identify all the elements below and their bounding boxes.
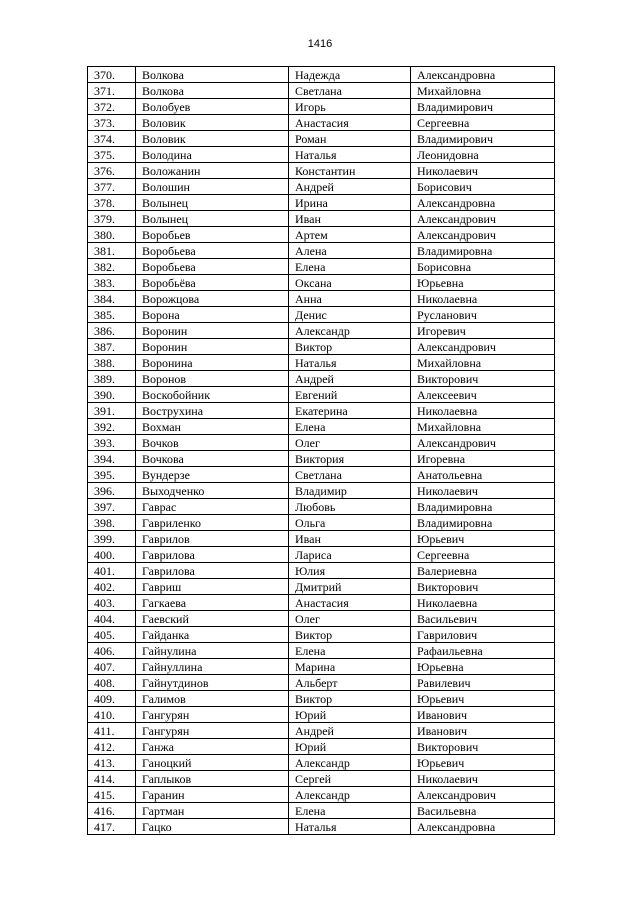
patronymic-cell: Анатольевна bbox=[411, 467, 555, 483]
first-name-cell: Виктор bbox=[289, 691, 411, 707]
first-name-cell: Александр bbox=[289, 755, 411, 771]
row-number: 375. bbox=[88, 147, 136, 163]
table-row bbox=[88, 739, 555, 755]
surname-cell: Воробьева bbox=[136, 243, 289, 259]
row-number: 379. bbox=[88, 211, 136, 227]
patronymic-cell: Владимирович bbox=[411, 131, 555, 147]
row-number: 383. bbox=[88, 275, 136, 291]
first-name-cell: Олег bbox=[289, 435, 411, 451]
patronymic-cell: Гаврилович bbox=[411, 627, 555, 643]
first-name-cell: Денис bbox=[289, 307, 411, 323]
first-name-cell: Елена bbox=[289, 803, 411, 819]
row-number: 402. bbox=[88, 579, 136, 595]
first-name-cell: Светлана bbox=[289, 83, 411, 99]
surname-cell: Воловик bbox=[136, 131, 289, 147]
surname-cell: Ганжа bbox=[136, 739, 289, 755]
surname-cell: Воробьева bbox=[136, 259, 289, 275]
surname-cell: Гайнуллина bbox=[136, 659, 289, 675]
table-row bbox=[88, 195, 555, 211]
surname-cell: Гаранин bbox=[136, 787, 289, 803]
table-row bbox=[88, 419, 555, 435]
table-row bbox=[88, 483, 555, 499]
row-number: 397. bbox=[88, 499, 136, 515]
patronymic-cell: Русланович bbox=[411, 307, 555, 323]
table-row bbox=[88, 563, 555, 579]
surname-cell: Воробьев bbox=[136, 227, 289, 243]
patronymic-cell: Александрович bbox=[411, 435, 555, 451]
patronymic-cell: Александрович bbox=[411, 211, 555, 227]
table-row bbox=[88, 723, 555, 739]
row-number: 401. bbox=[88, 563, 136, 579]
first-name-cell: Олег bbox=[289, 611, 411, 627]
table-row bbox=[88, 515, 555, 531]
patronymic-cell: Александрович bbox=[411, 227, 555, 243]
patronymic-cell: Алексеевич bbox=[411, 387, 555, 403]
table-row bbox=[88, 819, 555, 835]
table-row bbox=[88, 243, 555, 259]
first-name-cell: Ольга bbox=[289, 515, 411, 531]
row-number: 370. bbox=[88, 67, 136, 83]
patronymic-cell: Валериевна bbox=[411, 563, 555, 579]
row-number: 417. bbox=[88, 819, 136, 835]
patronymic-cell: Юрьевна bbox=[411, 659, 555, 675]
table-row bbox=[88, 275, 555, 291]
first-name-cell: Анастасия bbox=[289, 595, 411, 611]
surname-cell: Вундерзе bbox=[136, 467, 289, 483]
table-row bbox=[88, 307, 555, 323]
surname-cell: Воробьёва bbox=[136, 275, 289, 291]
surname-cell: Воронина bbox=[136, 355, 289, 371]
row-number: 395. bbox=[88, 467, 136, 483]
first-name-cell: Евгений bbox=[289, 387, 411, 403]
first-name-cell: Александр bbox=[289, 323, 411, 339]
table-row bbox=[88, 387, 555, 403]
row-number: 386. bbox=[88, 323, 136, 339]
first-name-cell: Виктор bbox=[289, 339, 411, 355]
patronymic-cell: Николаевич bbox=[411, 483, 555, 499]
row-number: 396. bbox=[88, 483, 136, 499]
row-number: 387. bbox=[88, 339, 136, 355]
first-name-cell: Анастасия bbox=[289, 115, 411, 131]
patronymic-cell: Александрович bbox=[411, 339, 555, 355]
table-row bbox=[88, 579, 555, 595]
surname-cell: Волобуев bbox=[136, 99, 289, 115]
table-row bbox=[88, 611, 555, 627]
row-number: 410. bbox=[88, 707, 136, 723]
name-registry-table bbox=[87, 66, 555, 835]
patronymic-cell: Сергеевна bbox=[411, 115, 555, 131]
surname-cell: Гаврилова bbox=[136, 563, 289, 579]
first-name-cell: Екатерина bbox=[289, 403, 411, 419]
surname-cell: Волынец bbox=[136, 211, 289, 227]
table-row bbox=[88, 131, 555, 147]
first-name-cell: Владимир bbox=[289, 483, 411, 499]
first-name-cell: Виктор bbox=[289, 627, 411, 643]
patronymic-cell: Иванович bbox=[411, 707, 555, 723]
row-number: 415. bbox=[88, 787, 136, 803]
surname-cell: Воложанин bbox=[136, 163, 289, 179]
row-number: 373. bbox=[88, 115, 136, 131]
surname-cell: Воронин bbox=[136, 339, 289, 355]
row-number: 392. bbox=[88, 419, 136, 435]
table-row bbox=[88, 675, 555, 691]
row-number: 388. bbox=[88, 355, 136, 371]
surname-cell: Ворона bbox=[136, 307, 289, 323]
table-row bbox=[88, 163, 555, 179]
table-row bbox=[88, 659, 555, 675]
row-number: 404. bbox=[88, 611, 136, 627]
surname-cell: Гаврас bbox=[136, 499, 289, 515]
surname-cell: Гайнутдинов bbox=[136, 675, 289, 691]
first-name-cell: Елена bbox=[289, 419, 411, 435]
first-name-cell: Оксана bbox=[289, 275, 411, 291]
row-number: 385. bbox=[88, 307, 136, 323]
surname-cell: Гартман bbox=[136, 803, 289, 819]
row-number: 407. bbox=[88, 659, 136, 675]
first-name-cell: Лариса bbox=[289, 547, 411, 563]
patronymic-cell: Васильевич bbox=[411, 611, 555, 627]
first-name-cell: Роман bbox=[289, 131, 411, 147]
table-row bbox=[88, 147, 555, 163]
first-name-cell: Игорь bbox=[289, 99, 411, 115]
patronymic-cell: Викторович bbox=[411, 579, 555, 595]
first-name-cell: Елена bbox=[289, 643, 411, 659]
table-row bbox=[88, 355, 555, 371]
row-number: 403. bbox=[88, 595, 136, 611]
first-name-cell: Анна bbox=[289, 291, 411, 307]
patronymic-cell: Михайловна bbox=[411, 83, 555, 99]
table-row bbox=[88, 99, 555, 115]
table-row bbox=[88, 451, 555, 467]
patronymic-cell: Александровна bbox=[411, 819, 555, 835]
surname-cell: Ганоцкий bbox=[136, 755, 289, 771]
first-name-cell: Юлия bbox=[289, 563, 411, 579]
row-number: 408. bbox=[88, 675, 136, 691]
row-number: 374. bbox=[88, 131, 136, 147]
row-number: 371. bbox=[88, 83, 136, 99]
table-row bbox=[88, 211, 555, 227]
first-name-cell: Марина bbox=[289, 659, 411, 675]
page-number: 1416 bbox=[307, 38, 333, 50]
surname-cell: Воловик bbox=[136, 115, 289, 131]
surname-cell: Гаврилов bbox=[136, 531, 289, 547]
row-number: 406. bbox=[88, 643, 136, 659]
table-row bbox=[88, 291, 555, 307]
first-name-cell: Надежда bbox=[289, 67, 411, 83]
surname-cell: Ворожцова bbox=[136, 291, 289, 307]
row-number: 389. bbox=[88, 371, 136, 387]
table-row bbox=[88, 787, 555, 803]
patronymic-cell: Васильевна bbox=[411, 803, 555, 819]
table-row bbox=[88, 227, 555, 243]
patronymic-cell: Борисовна bbox=[411, 259, 555, 275]
registry-body bbox=[88, 67, 555, 835]
row-number: 400. bbox=[88, 547, 136, 563]
row-number: 380. bbox=[88, 227, 136, 243]
first-name-cell: Сергей bbox=[289, 771, 411, 787]
first-name-cell: Любовь bbox=[289, 499, 411, 515]
row-number: 393. bbox=[88, 435, 136, 451]
row-number: 413. bbox=[88, 755, 136, 771]
row-number: 405. bbox=[88, 627, 136, 643]
first-name-cell: Елена bbox=[289, 259, 411, 275]
patronymic-cell: Михайловна bbox=[411, 355, 555, 371]
surname-cell: Гангурян bbox=[136, 707, 289, 723]
surname-cell: Волкова bbox=[136, 67, 289, 83]
table-row bbox=[88, 435, 555, 451]
row-number: 394. bbox=[88, 451, 136, 467]
patronymic-cell: Викторович bbox=[411, 371, 555, 387]
row-number: 391. bbox=[88, 403, 136, 419]
patronymic-cell: Иванович bbox=[411, 723, 555, 739]
table-row bbox=[88, 643, 555, 659]
first-name-cell: Наталья bbox=[289, 147, 411, 163]
patronymic-cell: Владимировна bbox=[411, 243, 555, 259]
table-row bbox=[88, 707, 555, 723]
first-name-cell: Андрей bbox=[289, 371, 411, 387]
table-row bbox=[88, 403, 555, 419]
patronymic-cell: Владимирович bbox=[411, 99, 555, 115]
surname-cell: Гагкаева bbox=[136, 595, 289, 611]
patronymic-cell: Леонидовна bbox=[411, 147, 555, 163]
first-name-cell: Артем bbox=[289, 227, 411, 243]
patronymic-cell: Юрьевич bbox=[411, 691, 555, 707]
table-row bbox=[88, 67, 555, 83]
row-number: 382. bbox=[88, 259, 136, 275]
surname-cell: Гавриш bbox=[136, 579, 289, 595]
patronymic-cell: Александровна bbox=[411, 67, 555, 83]
patronymic-cell: Владимировна bbox=[411, 515, 555, 531]
first-name-cell: Дмитрий bbox=[289, 579, 411, 595]
surname-cell: Гаевский bbox=[136, 611, 289, 627]
surname-cell: Гайнулина bbox=[136, 643, 289, 659]
table-row bbox=[88, 115, 555, 131]
row-number: 416. bbox=[88, 803, 136, 819]
table-row bbox=[88, 771, 555, 787]
patronymic-cell: Николаевна bbox=[411, 291, 555, 307]
first-name-cell: Константин bbox=[289, 163, 411, 179]
table-row bbox=[88, 83, 555, 99]
table-row bbox=[88, 627, 555, 643]
patronymic-cell: Юрьевич bbox=[411, 755, 555, 771]
row-number: 377. bbox=[88, 179, 136, 195]
patronymic-cell: Юрьевна bbox=[411, 275, 555, 291]
surname-cell: Волкова bbox=[136, 83, 289, 99]
surname-cell: Гавриленко bbox=[136, 515, 289, 531]
surname-cell: Вочкова bbox=[136, 451, 289, 467]
row-number: 372. bbox=[88, 99, 136, 115]
table-row bbox=[88, 595, 555, 611]
table-row bbox=[88, 467, 555, 483]
first-name-cell: Наталья bbox=[289, 355, 411, 371]
table-row bbox=[88, 179, 555, 195]
patronymic-cell: Николаевна bbox=[411, 403, 555, 419]
row-number: 412. bbox=[88, 739, 136, 755]
surname-cell: Володина bbox=[136, 147, 289, 163]
table-row bbox=[88, 499, 555, 515]
surname-cell: Гайданка bbox=[136, 627, 289, 643]
patronymic-cell: Николаевич bbox=[411, 163, 555, 179]
patronymic-cell: Рафаильевна bbox=[411, 643, 555, 659]
surname-cell: Вочков bbox=[136, 435, 289, 451]
surname-cell: Гаплыков bbox=[136, 771, 289, 787]
patronymic-cell: Владимировна bbox=[411, 499, 555, 515]
surname-cell: Волошин bbox=[136, 179, 289, 195]
row-number: 390. bbox=[88, 387, 136, 403]
table-row bbox=[88, 531, 555, 547]
row-number: 411. bbox=[88, 723, 136, 739]
first-name-cell: Юрий bbox=[289, 707, 411, 723]
patronymic-cell: Николаевна bbox=[411, 595, 555, 611]
table-row bbox=[88, 691, 555, 707]
table-row bbox=[88, 371, 555, 387]
first-name-cell: Наталья bbox=[289, 819, 411, 835]
table-row bbox=[88, 803, 555, 819]
first-name-cell: Иван bbox=[289, 211, 411, 227]
row-number: 399. bbox=[88, 531, 136, 547]
patronymic-cell: Николаевич bbox=[411, 771, 555, 787]
first-name-cell: Александр bbox=[289, 787, 411, 803]
patronymic-cell: Сергеевна bbox=[411, 547, 555, 563]
surname-cell: Воронов bbox=[136, 371, 289, 387]
first-name-cell: Виктория bbox=[289, 451, 411, 467]
patronymic-cell: Игоревна bbox=[411, 451, 555, 467]
first-name-cell: Андрей bbox=[289, 179, 411, 195]
patronymic-cell: Александровна bbox=[411, 195, 555, 211]
row-number: 376. bbox=[88, 163, 136, 179]
surname-cell: Гангурян bbox=[136, 723, 289, 739]
first-name-cell: Иван bbox=[289, 531, 411, 547]
surname-cell: Воскобойник bbox=[136, 387, 289, 403]
first-name-cell: Светлана bbox=[289, 467, 411, 483]
surname-cell: Гацко bbox=[136, 819, 289, 835]
table-row bbox=[88, 323, 555, 339]
first-name-cell: Альберт bbox=[289, 675, 411, 691]
patronymic-cell: Александрович bbox=[411, 787, 555, 803]
surname-cell: Волынец bbox=[136, 195, 289, 211]
surname-cell: Галимов bbox=[136, 691, 289, 707]
surname-cell: Вострухина bbox=[136, 403, 289, 419]
table-row bbox=[88, 339, 555, 355]
surname-cell: Воронин bbox=[136, 323, 289, 339]
row-number: 378. bbox=[88, 195, 136, 211]
surname-cell: Гаврилова bbox=[136, 547, 289, 563]
first-name-cell: Юрий bbox=[289, 739, 411, 755]
patronymic-cell: Михайловна bbox=[411, 419, 555, 435]
patronymic-cell: Викторович bbox=[411, 739, 555, 755]
patronymic-cell: Равилевич bbox=[411, 675, 555, 691]
table-row bbox=[88, 755, 555, 771]
patronymic-cell: Игоревич bbox=[411, 323, 555, 339]
first-name-cell: Андрей bbox=[289, 723, 411, 739]
table-row bbox=[88, 547, 555, 563]
patronymic-cell: Юрьевич bbox=[411, 531, 555, 547]
patronymic-cell: Борисович bbox=[411, 179, 555, 195]
surname-cell: Вохман bbox=[136, 419, 289, 435]
table-row bbox=[88, 259, 555, 275]
first-name-cell: Алена bbox=[289, 243, 411, 259]
row-number: 384. bbox=[88, 291, 136, 307]
row-number: 414. bbox=[88, 771, 136, 787]
first-name-cell: Ирина bbox=[289, 195, 411, 211]
row-number: 381. bbox=[88, 243, 136, 259]
row-number: 409. bbox=[88, 691, 136, 707]
surname-cell: Выходченко bbox=[136, 483, 289, 499]
row-number: 398. bbox=[88, 515, 136, 531]
